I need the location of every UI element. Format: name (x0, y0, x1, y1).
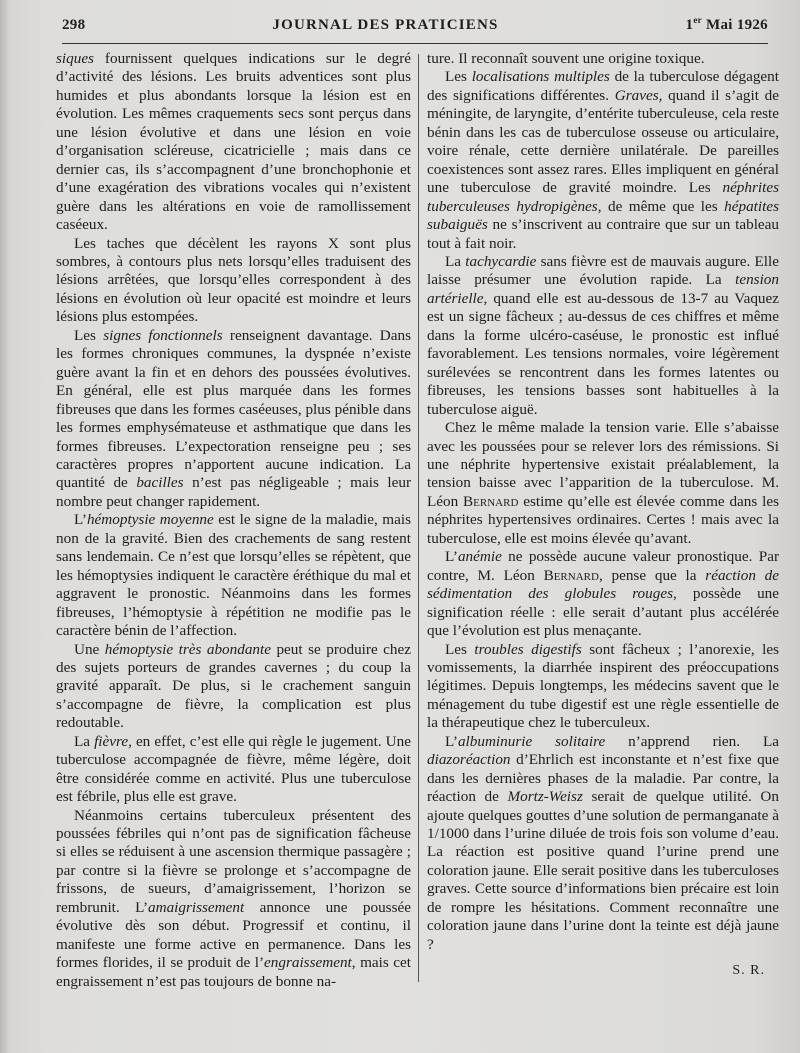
paragraph (56, 235, 411, 327)
paragraph (56, 733, 411, 807)
italic-text: Mortz-Weisz (507, 788, 583, 806)
italic-text: hémoptysie moyenne (86, 511, 214, 529)
text-run: annonce une poussée évolutive dès son début. Progressif et continu, il manifeste une forme active en permanence. Dans les formes florides, il se produit de l’ (56, 898, 411, 972)
text-run: Les taches que décèlent les rayons X sont plus sombres, à contours plus nets lorsqu’elles traduisent des lésions arrêtées, que lorsqu’elles correspondent à des lésions en évolution où leur opacité est moindre et leurs lésions plus estompées. (56, 234, 411, 326)
italic-text: réaction de sédimentation des globules rouges (427, 566, 780, 603)
paragraph (56, 511, 411, 640)
text-run: La (445, 252, 466, 270)
issue-date: 1er Mai 1926 (685, 15, 768, 33)
left-column (56, 50, 411, 991)
italic-text: bacilles (136, 474, 184, 492)
italic-text: troubles digestifs (474, 640, 582, 658)
text-run: sans fièvre est de mauvais augure. Elle laisse présumer une évolution rapide. La (427, 252, 779, 289)
text-run: fournissent quelques indications sur le degré d’activité des lésions. Les bruits adventices sont plus humides et plus abondants lorsque la lésion est en évolution. Les mêmes craquements secs sont perçus dans une lésion évolutive et dans une lésion en voie d’organisation scléreuse, cicatricielle ; mais dans ce dernier cas, ils s’accompagnent d’une bronchophonie et d’une exagération des vibrations vocales qui n’existent guère dans les altérations en voie de ramollissement caséeux. (56, 50, 411, 234)
text-run: serait de quelque utilité. On ajoute quelques gouttes d’une solution de permanganate à 1/1000 dans l’urine diluée de trois fois son volume d’eau. La réaction est positive quand l’urine prend une coloration jaune. Elle serait positive dans les tuberculoses graves. Cette source d’informations bien précaire est loin de rompre les hésitations. Comment reconnaître une coloration jaune dans l’urine dont la teinte est déjà jaune ? (427, 788, 779, 953)
text-run: est le signe de la maladie, mais non de la gravité. Bien des crachements de sang restent sans lendemain. Ce n’est que lorsqu’elles se répètent, que les hémoptysies indiquent le caractère éréthique du mal et aggravent le pronostic. Néanmoins dans les formes fibreuses, l’hémoptysie à répétition ne modifie pas le caractère bénin de l’affection. (56, 511, 411, 640)
text-run: n’apprend rien. La (605, 732, 779, 750)
author-signature: S. R. (732, 963, 765, 979)
text-run: ne possède aucune valeur pronostique. Par contre, M. Léon (427, 548, 779, 584)
text-run: renseignent davantage. Dans les formes chroniques communes, la dyspnée n’existe guère avant la fin et en dehors des poussées évolutives. En général, elle est plus marquée dans les formes fibreuses que dans les formes caséeuses, plus pénible dans les formes emphysémateuse et asthmatique que dans les formes fibreuses. L’expectoration renseigne peu ; ses caractères propres n’apportent aucune indication. La quantité de (56, 326, 411, 492)
text-run: Chez le même malade la tension varie. Elle s’abaisse avec les poussées pour se relever lors des rémissions. Si une néphrite hypertensive existait préalablement, la tension baisse avec l’apparition de la tuberculose. M. Léon (427, 419, 779, 510)
text-run: peut se produire chez des sujets porteurs de grandes cavernes ; du coup la gravité apparaît. De plus, si le crachement sanguin s’accompagne de fièvre, la complication est plus redoutable. (56, 640, 411, 732)
paragraph (427, 641, 779, 733)
italic-text: albuminurie solitaire (457, 732, 606, 750)
italic-text: néphrites tuberculeuses hydropigènes (427, 179, 779, 215)
paragraph (427, 50, 779, 68)
text-run: de la tuberculose dégagent des significations différentes. (427, 68, 779, 104)
text-run: Les (74, 326, 104, 344)
text-run: sont fâcheux ; l’anorexie, les vomissements, la diarrhée inspirent des préoccupations légitimes. Depuis longtemps, les médecins savent que le ménagement du tube digestif est une règle essentielle de la thérapeutique chez le tuberculeux. (427, 640, 779, 732)
text-run: La (74, 732, 95, 750)
paragraph (427, 253, 779, 419)
column-divider (418, 54, 419, 982)
paragraph (56, 807, 411, 992)
page-header (62, 15, 768, 44)
paragraph (427, 419, 779, 548)
paragraph (56, 50, 411, 235)
text-run: L’ (74, 511, 87, 529)
italic-text: Graves (614, 86, 659, 104)
text-run: n’est pas négligeable ; mais leur nombre peut changer rapidement. (56, 474, 411, 510)
text-run: , possède une signification réelle : elle serait d’autant plus accélérée que l’évolution est plus menaçante. (427, 585, 780, 640)
italic-text: fièvre (94, 732, 129, 750)
paragraph (56, 327, 411, 512)
text-run: d’Ehrlich est inconstante et n’est fixe que dans les dernières phases de la maladie. Par contre, la réaction de (427, 751, 779, 806)
text-run: estime qu’elle est élevée comme dans les néphrites hypertensives ordinaires. Certes ! mais avec la tuberculose, elle est moins élevée qu’avant. (427, 492, 779, 547)
small-caps-name: Bernard (543, 566, 599, 584)
italic-text: hépatites subaiguës (427, 197, 779, 234)
right-column (427, 50, 779, 981)
text-run: L’ (445, 732, 458, 750)
italic-text: signes fonctionnels (103, 326, 223, 344)
italic-text: amaigrissement (148, 898, 245, 916)
text-run: Les (445, 640, 475, 658)
italic-text: localisations multiples (471, 68, 610, 86)
paragraph (427, 733, 779, 954)
italic-text: hémoptysie très abondante (104, 640, 271, 658)
italic-text: tension artérielle (427, 271, 779, 307)
italic-text: diazoréaction (427, 751, 511, 769)
text-run: Une (74, 640, 105, 658)
text-run: , mais cet engraissement n’est pas toujours de bonne na- (56, 954, 411, 990)
paragraph (427, 548, 779, 640)
text-run: , en effet, c’est elle qui règle le jugement. Une tuberculose accompagnée de fièvre, même légère, doit être considérée comme en activité. Plus une tuberculose est fébrile, plus elle est grave. (56, 732, 411, 806)
small-caps-name: Bernard (463, 492, 519, 510)
text-run: ne s’inscrivent au contraire que sur un tableau tout à fait noir. (427, 216, 779, 252)
text-run: , quand elle est au-dessous de 13-7 au Vaquez est un signe fâcheux ; au-dessus de ces chiffres et même dans la forme ulcéro-caséuse, le pronostic est influé favorablement. Les tensions normales, voire légèrement surélevées se rencontrent dans les formes latentes ou fibreuses, les tensions basses sont habituelles à la tuberculose aiguë. (427, 289, 779, 418)
text-run: , pense que la (598, 566, 706, 584)
text-run: Les (445, 68, 472, 86)
journal-title: JOURNAL DES PRATICIENS (272, 17, 499, 33)
italic-text: siques (56, 50, 94, 67)
italic-text: engraissement (264, 954, 352, 972)
text-run: L’ (445, 548, 458, 566)
page-binding-shadow (0, 0, 10, 1053)
page-number: 298 (62, 17, 86, 33)
text-run: , quand il s’agit de méningite, de laryngite, d’entérite tuberculeuse, cela reste bénin dans les cas de tuberculose osseuse ou articulaire, voire rénale, cette dernière unilatérale. De pareilles coexistences sont assez rares. Elles impliquent en général une tuberculose de gravité moindre. Les (427, 86, 779, 197)
paragraph (427, 68, 779, 253)
italic-text: anémie (457, 548, 502, 566)
text-run: ture. Il reconnaît souvent une origine toxique. (427, 50, 705, 67)
text-run: , de même que les (597, 197, 725, 215)
text-run: Néanmoins certains tuberculeux présentent des poussées fébriles qui n’ont pas de signification fâcheuse si elles se réduisent à une ascension thermique passagère ; par contre si la fièvre se prolonge et s’accompagne de frissons, de sueurs, d’amaigrissement, l’horizon se rembrunit. L’ (56, 806, 411, 916)
paragraph (56, 641, 411, 733)
italic-text: tachycardie (465, 252, 537, 270)
